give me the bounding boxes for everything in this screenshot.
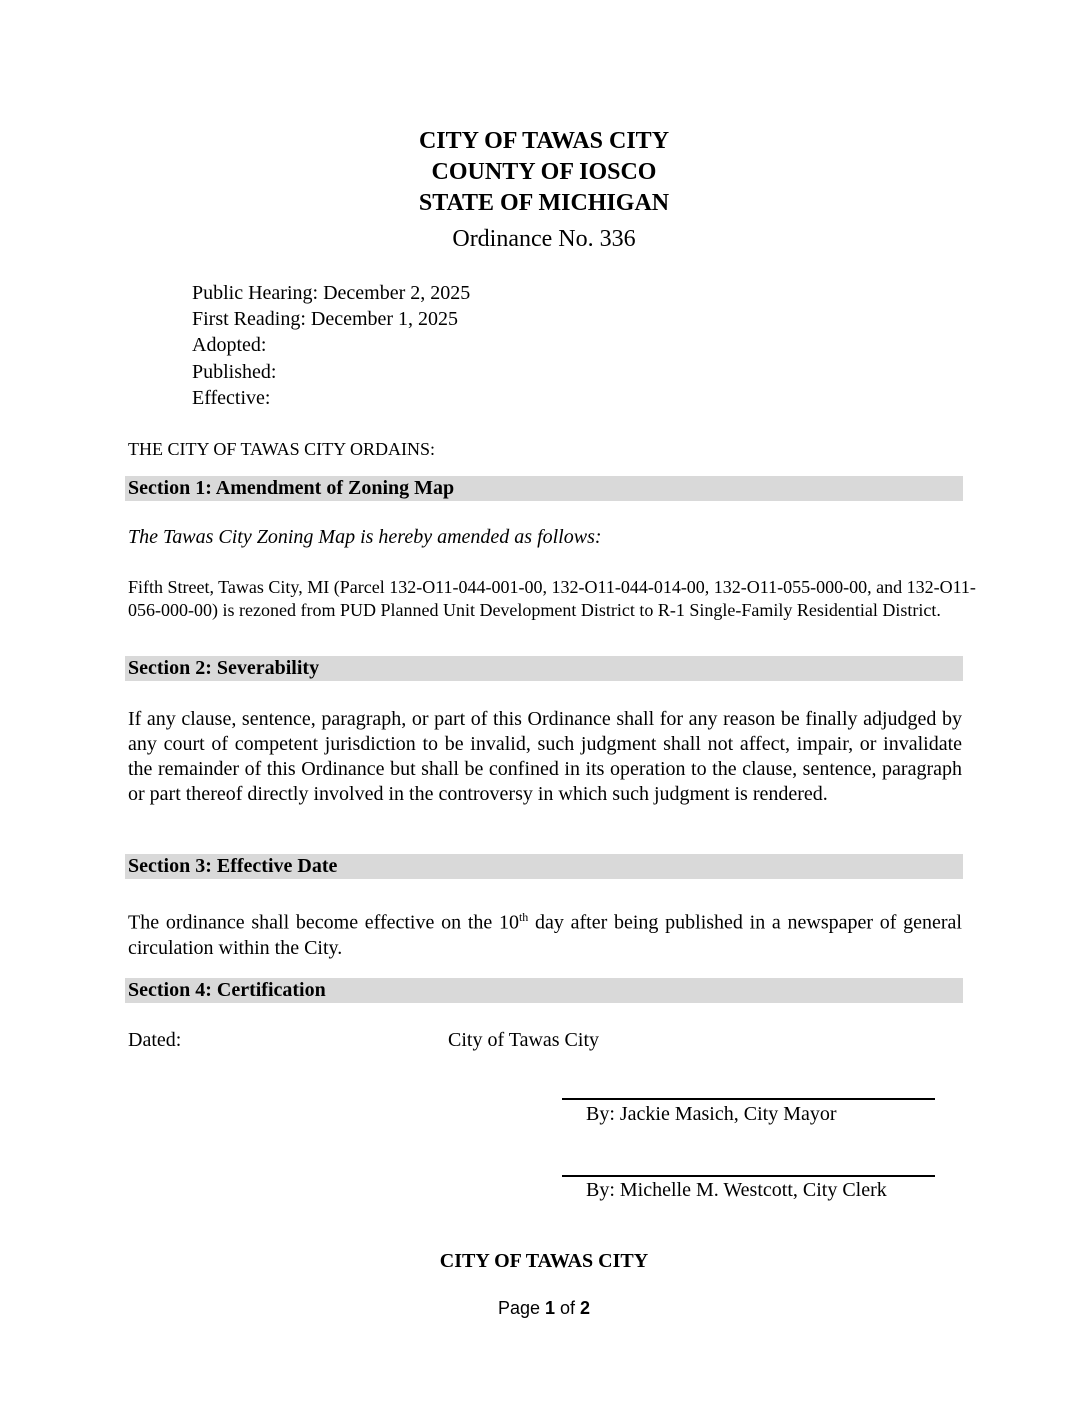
public-hearing: Public Hearing: December 2, 2025 — [192, 282, 471, 304]
section-2-title: Section 2: Severability — [125, 656, 963, 681]
section-3-body: The ordinance shall become effective on the 10th day after being published in a newspaper of general circulation within the City. — [128, 910, 962, 959]
mayor-signature-line — [562, 1098, 935, 1100]
section-2-body: If any clause, sentence, paragraph, or part of this Ordinance shall for any reason be finally adjudged by any court of competent jurisdiction to be invalid, such judgment shall not affect, impair, or invalidate the remainder of this Ordinance but shall be confined in its operation to the clause, sentence, paragraph or part thereof directly involved in the controversy in which such judgment is rendered. — [128, 708, 962, 805]
adopted: Adopted: — [192, 334, 267, 356]
section-1-title: Section 1: Amendment of Zoning Map — [125, 476, 963, 501]
published: Published: — [192, 361, 277, 383]
section-1-body: Fifth Street, Tawas City, MI (Parcel 132-O11-044-001-00, 132-O11-044-014-00, 132-O11-055-000-00, and 132-O11-056-000-00) is rezoned from PUD Planned Unit Development District to R-1 Single-Family Residential District. — [128, 577, 976, 620]
section-4-title: Section 4: Certification — [125, 978, 963, 1003]
dated-label: Dated: — [128, 1029, 182, 1051]
clerk-signature-label: By: Michelle M. Westcott, City Clerk — [586, 1179, 887, 1201]
section-1-intro: The Tawas City Zoning Map is hereby amended as follows: — [128, 526, 602, 548]
header-city: CITY OF TAWAS CITY — [418, 128, 670, 154]
ordains-statement: THE CITY OF TAWAS CITY ORDAINS: — [128, 439, 435, 459]
mayor-signature-label: By: Jackie Masich, City Mayor — [586, 1103, 837, 1125]
clerk-signature-line — [562, 1175, 935, 1177]
header-county: COUNTY OF IOSCO — [431, 159, 657, 185]
section-3-title: Section 3: Effective Date — [125, 854, 963, 879]
first-reading: First Reading: December 1, 2025 — [192, 308, 459, 330]
ordinance-number: Ordinance No. 336 — [452, 226, 636, 252]
city-name: City of Tawas City — [448, 1029, 600, 1051]
effective: Effective: — [192, 387, 271, 409]
header-state: STATE OF MICHIGAN — [418, 190, 670, 216]
footer-city-title: CITY OF TAWAS CITY — [439, 1250, 649, 1272]
page-number: Page 1 of 2 — [497, 1298, 591, 1318]
